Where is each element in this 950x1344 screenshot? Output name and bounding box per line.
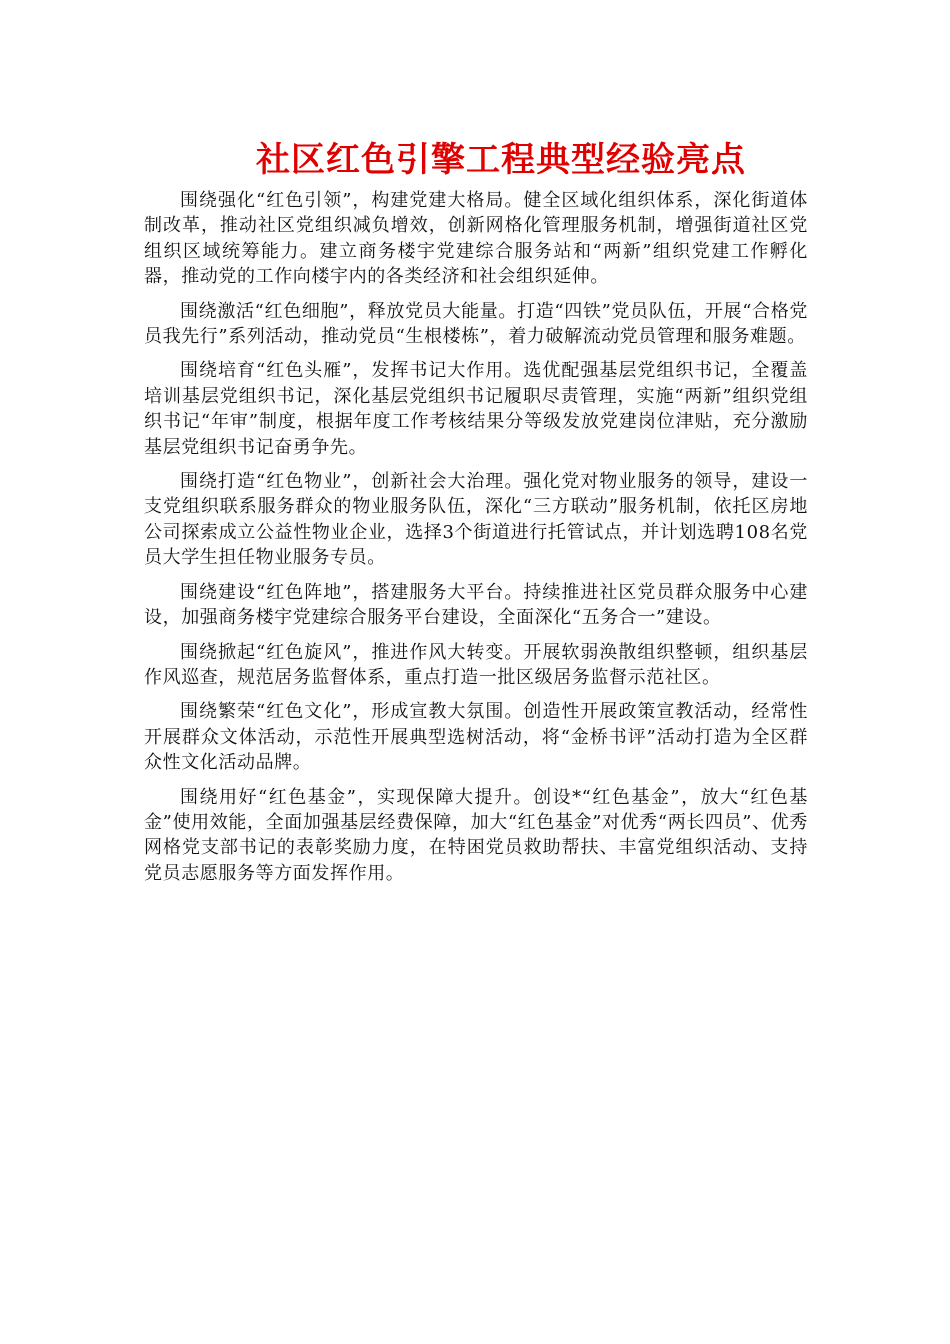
- document-title: 社区红色引擎工程典型经验亮点: [256, 140, 746, 180]
- document-body: [144, 188, 808, 895]
- paragraph-red-fund: 围绕用好“红色基金”，实现保障大提升。创设*“红色基金”，放大“红色基金”使用效能，全面加强基层经费保障，加大“红色基金”对优秀“两长四员”、优秀网格党支部书记的表彰奖励力度，在特困党员救助帮扶、丰富党组织活动、支持党员志愿服务等方面发挥作用。: [144, 786, 808, 884]
- paragraph-red-property: 围绕打造“红色物业”，创新社会大治理。强化党对物业服务的领导，建设一支党组织联系服务群众的物业服务队伍，深化“三方联动”服务机制，依托区房地公司探索成立公益性物业企业，选择3个街道进行托管试点，并计划选聘108名党员大学生担任物业服务专员。: [144, 471, 808, 569]
- paragraph-red-cells: 围绕激活“红色细胞”，释放党员大能量。打造“四铁”党员队伍，开展“合格党员我先行”系列活动，推动党员“生根楼栋”，着力破解流动党员管理和服务难题。: [144, 300, 808, 348]
- paragraph-red-position: 围绕建设“红色阵地”，搭建服务大平台。持续推进社区党员群众服务中心建设，加强商务楼宇党建综合服务平台建设，全面深化“五务合一”建设。: [144, 581, 808, 629]
- paragraph-red-culture: 围绕繁荣“红色文化”，形成宣教大氛围。创造性开展政策宣教活动，经常性开展群众文体活动，示范性开展典型选树活动，将“金桥书评”活动打造为全区群众性文化活动品牌。: [144, 701, 808, 774]
- paragraph-red-leadership: 围绕强化“红色引领”，构建党建大格局。健全区域化组织体系，深化街道体制改革，推动社区党组织减负增效，创新网格化管理服务机制，增强街道社区党组织区域统筹能力。建立商务楼宇党建综合服务站和“两新”组织党建工作孵化器，推动党的工作向楼宇内的各类经济和社会组织延伸。: [144, 190, 808, 288]
- paragraph-red-leaders: 围绕培育“红色头雁”，发挥书记大作用。选优配强基层党组织书记，全覆盖培训基层党组织书记，深化基层党组织书记履职尽责管理，实施“两新”组织党组织书记“年审”制度，根据年度工作考核结果分等级发放党建岗位津贴，充分激励基层党组织书记奋勇争先。: [144, 360, 808, 458]
- paragraph-red-whirlwind: 围绕掀起“红色旋风”，推进作风大转变。开展软弱涣散组织整顿，组织基层作风巡查，规范居务监督体系，重点打造一批区级居务监督示范社区。: [144, 641, 808, 688]
